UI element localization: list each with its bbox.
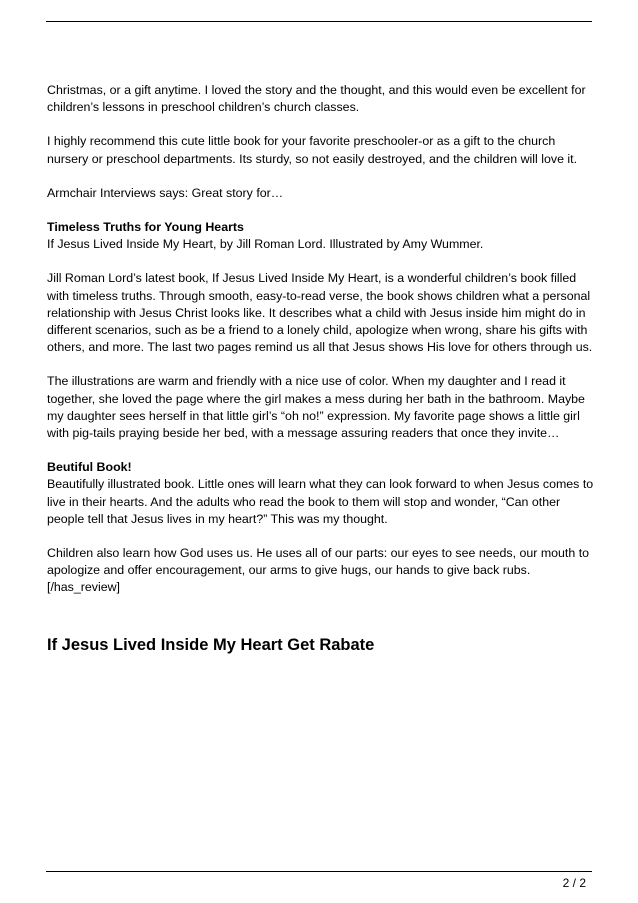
section-title: If Jesus Lived Inside My Heart Get Rabate [47,635,375,654]
review-paragraph: Children also learn how God uses us. He uses all of our parts: our eyes to see needs, our mouth to apologize and offer encouragement, our arms to give hugs, our hands to give back rubs.[/has_review] [47,546,590,595]
review-heading: Beutiful Book! [47,460,132,475]
page-indicator: 2 / 2 [562,876,586,890]
review-paragraph: Beautifully illustrated book. Little ones will learn what they can look forward to when Jesus comes to live in their hearts. And the adults who read the book to them will stop and wonder, “Can other people tell that Jesus lives in my heart?” This was my thought. [47,477,594,526]
review-beautiful-block [47,459,595,528]
paragraph-intro: Christmas, or a gift anytime. I loved the story and the thought, and this would even be excellent for children’s lessons in preschool children’s church classes. [47,83,586,115]
header-rule [46,21,592,22]
review-timeless-block [47,219,595,253]
footer-rule [46,871,592,872]
review-paragraph: The illustrations are warm and friendly with a nice use of color. When my daughter and I read it together, she loved the page where the girl makes a mess during her bath in the bathroom. Maybe my daughter sees herself in that little girl’s “oh no!” expression. My favorite page shows a little girl with pig-tails praying beside her bed, with a message assuring readers that once they invite… [47,374,585,441]
review-paragraph: Jill Roman Lord’s latest book, If Jesus Lived Inside My Heart, is a wonderful children’s book filled with timeless truths. Through smooth, easy-to-read verse, the book shows children what a personal relationship with Jesus Christ looks like. It describes what a child with Jesus inside him might do in different scenarios, such as be a friend to a lonely child, apologize when wrong, share his gifts with others, and more. The last two pages remind us all that Jesus shows His love for others through us. [47,271,593,355]
document-body [47,82,595,655]
paragraph-recommendation: I highly recommend this cute little book for your favorite preschooler-or as a gift to the church nursery or preschool departments. Its sturdy, so not easily destroyed, and the children will love it. [47,134,578,166]
paragraph-armchair: Armchair Interviews says: Great story for… [47,185,284,200]
review-heading: Timeless Truths for Young Hearts [47,220,244,235]
review-subline: If Jesus Lived Inside My Heart, by Jill Roman Lord. Illustrated by Amy Wummer. [47,237,484,252]
